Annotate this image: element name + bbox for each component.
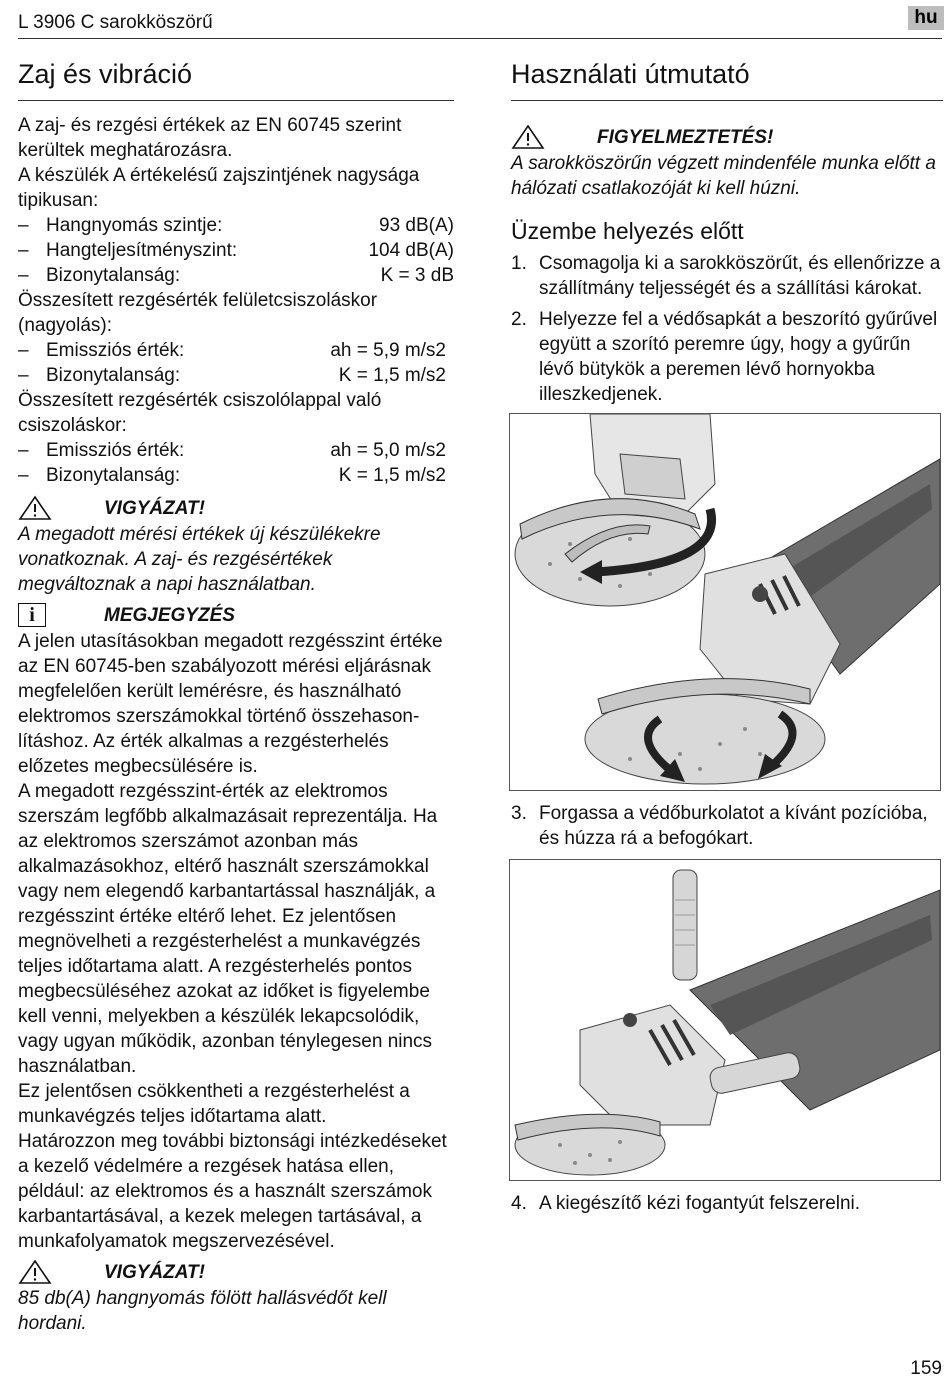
step-text: A kiegészítő kézi fogantyút felszerelni. xyxy=(539,1193,861,1214)
section-heading-usage: Használati útmutató xyxy=(511,58,943,101)
spec-row xyxy=(18,238,454,263)
warning-triangle-icon xyxy=(18,495,54,521)
spec-row xyxy=(18,213,454,238)
caution-word: VIGYÁZAT! xyxy=(104,1261,205,1283)
caution-text: 85 db(A) hangnyomás fölött hallásvédőt kell hordani. xyxy=(18,1288,387,1334)
steps-list xyxy=(511,1191,943,1216)
caution-text: A megadott mérési értékek új készülékekre vonatkoznak. A zaj- és rezgésértékek megváltoznak a napi használatban. xyxy=(18,524,381,595)
step-number: 4. xyxy=(511,1193,527,1214)
spec-label: – Bizonytalanság: xyxy=(18,463,180,488)
spec-row xyxy=(18,438,454,463)
spec-row xyxy=(18,338,454,363)
list-item xyxy=(511,801,943,851)
info-icon: i xyxy=(18,602,54,628)
warning-text: A sarokköszörűn végzett mindenféle munka előtt a hálózati csatlakozóját ki kell húzni. xyxy=(511,153,936,199)
section-heading-noise: Zaj és vibráció xyxy=(18,58,454,101)
step-text: Helyezze fel a védősapkát a beszorító gyűrűvel együtt a szorító peremre úgy, hogy a gyűrűn lévő bütykök a peremen lévő hornyokba illeszkedjenek. xyxy=(539,309,938,405)
spec-value: 93 dB(A) xyxy=(379,215,454,236)
angle-grinder-illustration xyxy=(510,414,941,791)
steps-list xyxy=(511,251,943,407)
spec-row xyxy=(18,463,454,488)
spec-label: – Bizonytalanság: xyxy=(18,263,180,288)
list-item xyxy=(511,251,943,301)
right-column xyxy=(511,58,943,1222)
spec-label: – Hangteljesítményszint: xyxy=(18,238,237,263)
language-badge: hu xyxy=(908,6,944,30)
spec-value: K = 1,5 m/s2 xyxy=(338,465,446,486)
header-title: L 3906 C sarokköszörű xyxy=(18,12,213,33)
spec-value: K = 1,5 m/s2 xyxy=(338,365,446,386)
spec-label: – Hangnyomás szintje: xyxy=(18,213,222,238)
subheading-before-use: Üzembe helyezés előtt xyxy=(511,218,744,244)
warning-header xyxy=(511,123,943,151)
spec-value: ah = 5,0 m/s2 xyxy=(330,440,446,461)
caution-word: VIGYÁZAT! xyxy=(104,497,205,519)
note-paragraph: A megadott rezgésszint-érték az elektromos szerszám legfőbb alkalmazásait reprezentálja. Ha az elektromos szerszámot azonban más alkalmazásokhoz, eltérő használt szerszámokkal vagy nem elegendő karbantartással használják, a rezgésszint értéke eltérő lehet. Ez jelentősen megnövelheti a rezgésterhelést a munkavégzés teljes időtartama alatt. A rezgésterhelés pontos megbecsüléséhez azokat az időket is figyelembe kell venni, melyekben a készülék lekapcsolódik, vagy ugyan működik, azonban ténylegesen nincs használatban. xyxy=(18,781,438,1077)
spec-label: – Emissziós érték: xyxy=(18,438,184,463)
warning-triangle-icon xyxy=(18,1259,54,1285)
figure-guard-mounting xyxy=(509,413,941,791)
intro-paragraph: A készülék A értékelésű zajszintjének nagysága tipikusan: xyxy=(18,165,420,211)
step-text: Forgassa a védőburkolatot a kívánt pozícióba, és húzza rá a befogókart. xyxy=(539,803,928,849)
vibration-title: Összesített rezgésérték csiszolólappal való csiszoláskor: xyxy=(18,390,382,436)
spec-value: ah = 5,9 m/s2 xyxy=(330,340,446,361)
spec-label: – Bizonytalanság: xyxy=(18,363,180,388)
warning-word: FIGYELMEZTETÉS! xyxy=(597,126,774,148)
list-item xyxy=(511,307,943,407)
spec-row xyxy=(18,263,454,288)
warning-triangle-icon xyxy=(511,124,547,150)
spec-label: – Emissziós érték: xyxy=(18,338,184,363)
step-number: 3. xyxy=(511,803,527,824)
step-text: Csomagolja ki a sarokköszörűt, és ellenőrizze a szállítmány teljességét és a szállítási károkat. xyxy=(539,253,941,299)
note-header xyxy=(18,601,454,629)
steps-list xyxy=(511,801,943,851)
intro-paragraph: A zaj- és rezgési értékek az EN 60745 szerint kerültek meghatározásra. xyxy=(18,115,402,161)
spec-value: K = 3 dB xyxy=(380,265,454,286)
caution-header xyxy=(18,494,454,522)
spec-value: 104 dB(A) xyxy=(368,240,454,261)
note-paragraph: Ez jelentősen csökkentheti a rezgésterhelést a munkavégzés teljes időtartama alatt. xyxy=(18,1081,410,1127)
step-number: 1. xyxy=(511,253,527,274)
note-paragraph: A jelen utasításokban megadott rezgésszint értéke az EN 60745-ben szabályozott mérési eljárásnak megfelelően került lemérésre, és használható elektromos szerszámokkal történő összehasonlításhoz. Az érték alkalmas a rezgésterhelés előzetes megbecsülésére is. xyxy=(18,631,443,777)
page-number: 159 xyxy=(910,1358,942,1379)
note-paragraph: Határozzon meg további biztonsági intézkedéseket a kezelő védelmére a rezgések hatása ellen, például: az elektromos és a használt szerszámok karbantartásával, a kezek melegen tartásával, a munkafolyamatok megszervezésével. xyxy=(18,1131,447,1252)
step-number: 2. xyxy=(511,309,527,330)
figure-handle-mounting xyxy=(509,859,941,1181)
caution-header xyxy=(18,1258,454,1286)
list-item xyxy=(511,1191,943,1216)
vibration-title: Összesített rezgésérték felületcsiszoláskor (nagyolás): xyxy=(18,290,378,336)
spec-row xyxy=(18,363,454,388)
angle-grinder-handle-illustration xyxy=(510,860,941,1181)
left-column xyxy=(18,58,454,1336)
note-word: MEGJEGYZÉS xyxy=(104,604,235,626)
header-rule xyxy=(18,38,942,39)
